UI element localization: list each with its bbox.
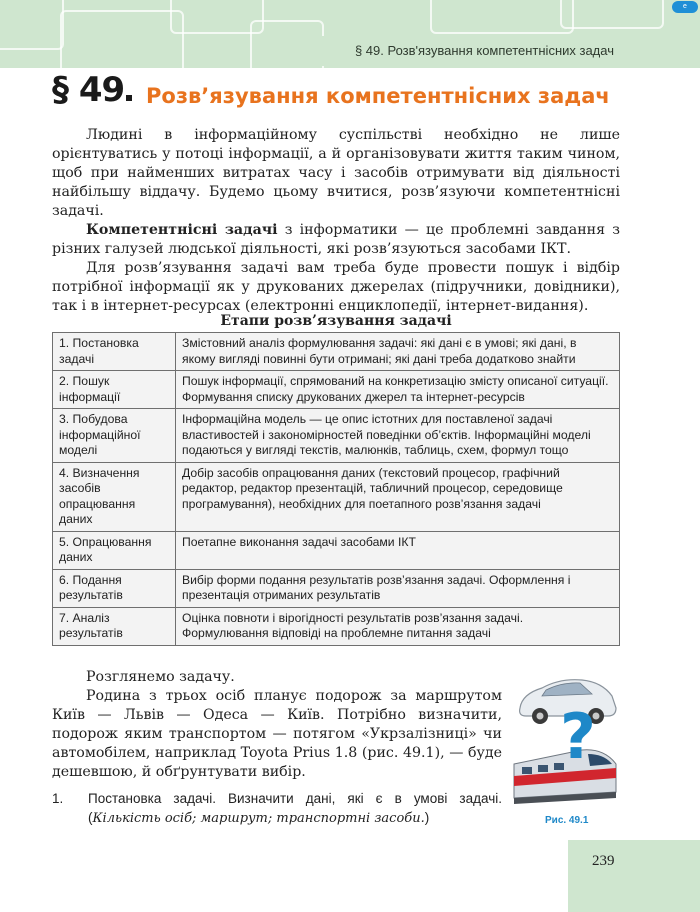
intro-paragraph-1: Людині в інформаційному суспільстві необхідно не лише орієнтуватись у потоці інформації, а й організовувати життя таким чином, щоб при найменших витратах часу і засобів отримувати від діяльності найбільшу віддачу. Будемо цьому вчитися, розв’язуючи компетентнісні задачі. (52, 127, 620, 219)
task-text (52, 668, 502, 782)
stages-table (52, 332, 620, 646)
section-number: § 49 (52, 70, 132, 110)
stage-cell: 5. Опрацювання даних (53, 531, 176, 569)
table-title: Етапи розв’язування задачі (220, 313, 452, 329)
task-statement: Родина з трьох осіб планує подорож за маршрутом Київ — Львів — Одеса — Київ. Потрібно визначити, подорож яким транспортом — потягом «Укрзалізниці» чи автомобілем, наприклад Toyota Prius 1.8 (рис. 49.1), — буде дешевшою, й обґрунтувати вибір. (52, 688, 502, 780)
list-item (52, 789, 502, 828)
description-cell: Пошук інформації, спрямований на конкретизацію змісту описаної ситуації. Формування списку друкованих джерел та інтернет-ресурсів (176, 371, 620, 409)
table-row (53, 371, 620, 409)
list-item-text: Постановка задачі. Визначити дані, які є в умові задачі. (Кількість осіб; маршрут; транспортні засоби.) (88, 791, 502, 826)
intro-paragraph-3: Для розв’язування задачі вам треба буде провести пошук і відбір потрібної інформації як у друкованих джерелах (підручники, довідники), так і в інтернет-ресурсах (електронні енциклопедії, інтернет-видання). (52, 260, 620, 314)
figure-car-train (512, 664, 622, 814)
description-cell: Інформаційна модель — це опис істотних для поставленої задачі властивостей і закономірностей поведінки об’єктів. Інформаційні моделі подаються у вигляді текстів, малюнків, таблиць, схем, формул тощо (176, 409, 620, 463)
list-item-italic: Кількість осіб; маршрут; транспортні засоби. (92, 811, 425, 826)
description-cell: Оцінка повноти і вірогідності результатів розв’язання задачі. Формулювання відповіді на проблемне питання задачі (176, 607, 620, 645)
stage-cell: 1. Постановка задачі (53, 333, 176, 371)
page-number: 239 (592, 853, 615, 869)
question-mark-icon: ? (560, 700, 596, 773)
table-row (53, 531, 620, 569)
intro-paragraph-2: Компетентнісні задачі з інформатики — це проблемні завдання з різних галузей людської діяльності, які розв’язуються засобами ІКТ. (52, 222, 620, 257)
section-title: Розв’язування компетентнісних задач (146, 84, 610, 108)
stage-cell: 6. Подання результатів (53, 569, 176, 607)
term-competence-tasks: Компетентнісні задачі (86, 222, 278, 238)
description-cell: Поетапне виконання задачі засобами ІКТ (176, 531, 620, 569)
table-row (53, 607, 620, 645)
description-cell: Добір засобів опрацювання даних (текстовий процесор, графічний редактор, редактор презентацій, табличний процесор, середовище програмування), необхідних для поетапного розв’язання задачі (176, 462, 620, 531)
description-cell: Змістовний аналіз формулювання задачі: які дані є в умові; які дані, в якому вигляді повинні бути отримані; які дані треба додатково знайти (176, 333, 620, 371)
intro-text (52, 126, 620, 316)
figure-caption: Рис. 49.1 (545, 815, 589, 826)
table-row (53, 333, 620, 371)
stage-cell: 7. Аналіз результатів (53, 607, 176, 645)
bottom-decorative-band (568, 840, 700, 912)
table-row (53, 409, 620, 463)
stage-cell: 4. Визначення засобів опрацювання даних (53, 462, 176, 531)
stage-cell: 3. Побудова інформаційної моделі (53, 409, 176, 463)
table-row (53, 462, 620, 531)
running-header: § 49. Розв'язування компетентнісних задач (354, 43, 614, 58)
publisher-logo: e (672, 1, 698, 13)
table-row (53, 569, 620, 607)
list-item-number: 1. (52, 791, 64, 806)
section-dot (126, 95, 132, 101)
task-lead: Розглянемо задачу. (86, 669, 235, 685)
description-cell: Вибір форми подання результатів розв’язання задачі. Оформлення і презентація отриманих результатів (176, 569, 620, 607)
stage-cell: 2. Пошук інформації (53, 371, 176, 409)
